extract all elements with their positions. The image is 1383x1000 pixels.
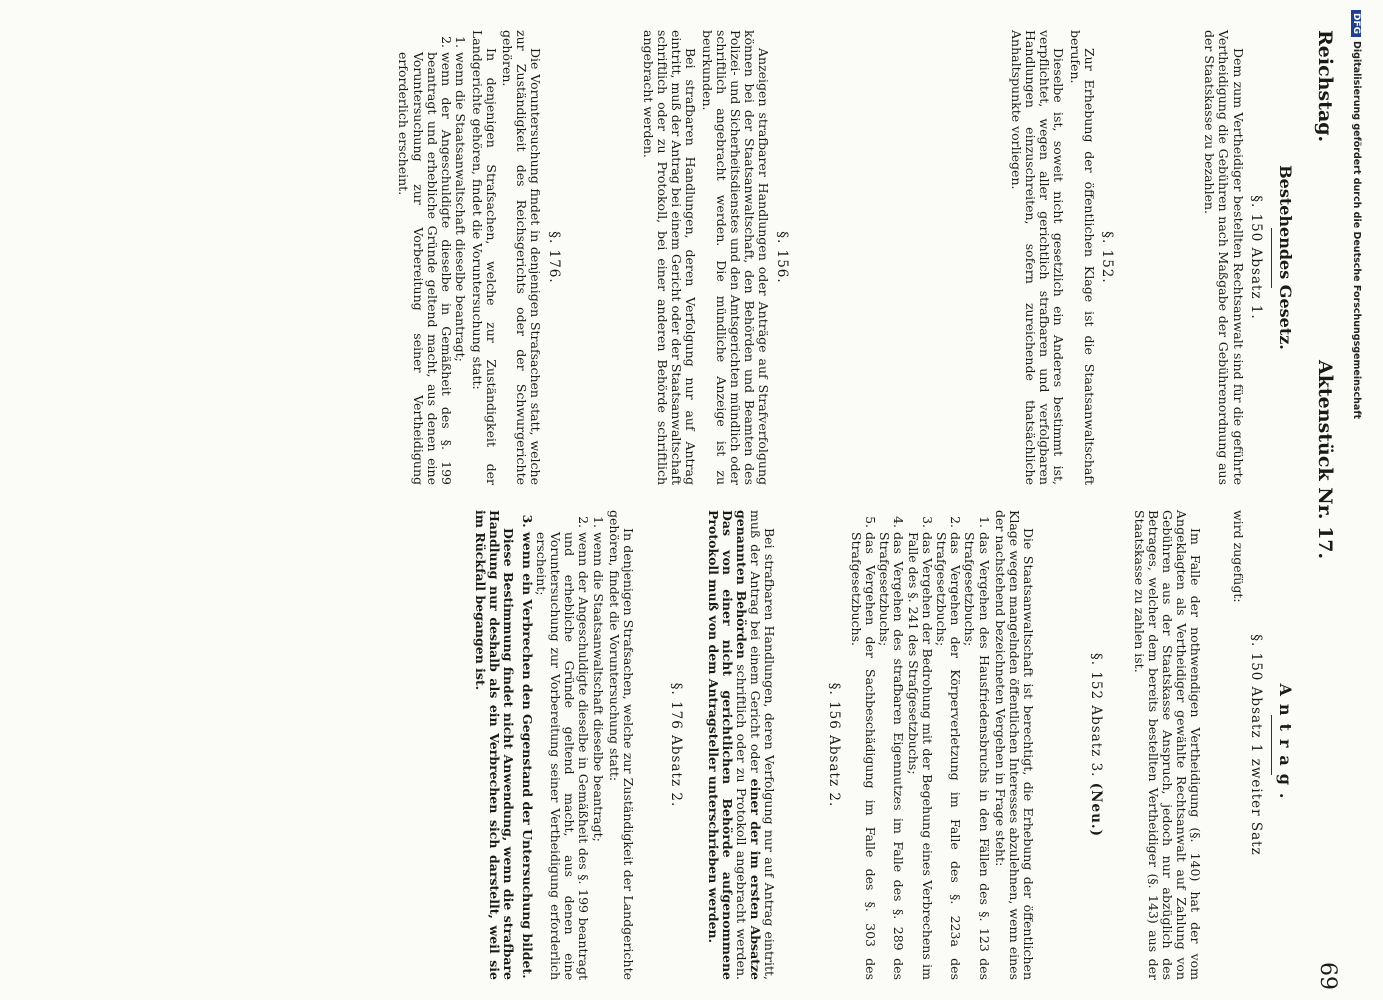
section-176-p1: Die Voruntersuchung findet in denjenigen Strafsachen statt, welche zur Zuständigkeit des Reichsgerichts oder der Schwurgerichte gehören. xyxy=(499,30,544,485)
text-segment: schriftlich oder zu Protokoll angebracht werden. xyxy=(733,658,749,980)
spacer xyxy=(1202,510,1228,980)
spacer xyxy=(635,510,665,980)
spacer xyxy=(797,30,1007,485)
list-item: 5. das Vergehen der Sachbeschädigung im Falle des §. 303 des Strafgesetzbuchs. xyxy=(849,532,877,980)
motion-section-176-closing: Diese Bestimmung findet nicht Anwendung, wenn die strafbare Handlung nur deshalb als ein Verbrechen sich darstellt, weil sie im Rückfall begangen ist. xyxy=(473,510,517,980)
motion-section-156-heading: §. 156 Absatz 2. xyxy=(825,682,842,808)
header-left: Reichstag. xyxy=(1314,30,1336,143)
page-header xyxy=(1300,30,1340,990)
spacer xyxy=(1035,510,1085,980)
spacer xyxy=(691,510,703,980)
section-156-p2: Bei strafbaren Handlungen, deren Verfolgung nur auf Antrag eintritt, muß der Antrag bei einem Gericht oder der Staatsanwaltschaft schriftlich oder zu Protokoll, bei einer anderen Behörde schriftlich angebracht werden. xyxy=(640,30,699,485)
existing-law-column xyxy=(392,30,1295,485)
motion-section-152-list xyxy=(849,510,991,980)
section-156-heading: §. 156. xyxy=(773,231,790,284)
page-number: 69 xyxy=(1315,962,1340,990)
section-152-p1: Zur Erhebung der öffentlichen Klage ist die Staatsanwaltschaft berufen. xyxy=(1067,30,1097,485)
list-item: 1. wenn die Staatsanwaltschaft dieselbe beantragt; xyxy=(591,532,605,980)
spacer xyxy=(569,30,639,485)
motion-section-156-text xyxy=(705,510,776,980)
motion-section-150-intro: wird zugefügt: xyxy=(1230,510,1246,603)
divider xyxy=(1271,715,1272,775)
new-marker: (Neu.) xyxy=(1088,782,1105,837)
divider xyxy=(1271,228,1272,288)
section-176-p2: In denjenigen Strafsachen, welche zur Zuständigkeit der Landgerichte gehören, findet die Voruntersuchung statt: xyxy=(469,30,499,485)
dfg-logo: DFG xyxy=(1351,10,1361,37)
motion-section-152-label: §. 152 Absatz 3. xyxy=(1088,653,1105,778)
spacer xyxy=(1122,30,1200,485)
motion-section-176-heading: §. 176 Absatz 2. xyxy=(668,682,685,808)
section-156-p1: Anzeigen strafbarer Handlungen oder Anträge auf Strafverfolgung können bei der Staatsanwaltschaft, den Behörden und Beamten des Polizei- und Sicherheitsdienstes und den Amtsgerichten mündlich oder schriftlich angebracht werden. Die mündliche Anzeige ist zu beurkunden. xyxy=(699,30,772,485)
motion-section-150-heading: §. 150 Absatz 1 zweiter Satz xyxy=(1247,634,1264,856)
list-item: 2. das Vergehen der Körperverletzung im Falle des §. 223a des Strafgesetzbuchs; xyxy=(934,532,962,980)
text-segment-bold: einer der im ersten Absatze genannten Behörden xyxy=(733,510,764,980)
motion-section-176-text: In denjenigen Strafsachen, welche zur Zuständigkeit der Landgerichte gehören, findet die Voruntersuchung statt: xyxy=(606,510,637,980)
motion-section-150-text: Im Falle der nothwendigen Vertheidigung (§. 140) hat der vom Angeklagten als Vertheidiger gewählte Rechtsanwalt auf Zahlung von Gebühren aus der Staatskasse Anspruch, jedoch nur abzüglich des Betrages, welcher dem bereits bestellten Vertheidiger (§. 143) aus der Staatskasse zu zahlen ist. xyxy=(1131,510,1204,980)
motion-title: Antrag. xyxy=(1276,683,1295,807)
list-item: 1. wenn die Staatsanwaltschaft dieselbe beantragt; xyxy=(453,52,467,485)
motion-section-152-text: Die Staatsanwaltschaft ist berechtigt, die Erhebung der öffentlichen Klage wegen mangelnden öffentlichen Interesses abzulehnen, wenn eines der nachstehend bezeichneten Vergehen in Frage steht: xyxy=(992,510,1037,980)
motion-section-176-list xyxy=(519,510,604,980)
rotated-document xyxy=(50,30,1340,990)
section-176-heading: §. 176. xyxy=(545,231,562,284)
credit-text: Digitalisierung gefördert durch die Deutsche Forschungsgemeinschaft xyxy=(1351,41,1362,419)
existing-law-title: Bestehendes Gesetz. xyxy=(1276,165,1295,350)
list-item: 4. das Vergehen des strafbaren Eigennutzes im Falle des §. 289 des Strafgesetzbuchs; xyxy=(877,532,905,980)
section-152-heading: §. 152. xyxy=(1098,231,1115,284)
section-176-list xyxy=(396,30,467,485)
spacer xyxy=(776,510,822,980)
section-152-p2: Dieselbe ist, soweit nicht gesetzlich ein Anderes bestimmt ist, verpflichtet, wegen aller gerichtlich strafbaren und verfolgbaren Handlungen einzuschreiten, sofern zureichende thatsächliche Anhaltspunkte vorliegen. xyxy=(1008,30,1067,485)
list-item: 1. das Vergehen des Hausfriedensbruchs in den Fällen des §. 123 des Strafgesetzbuchs; xyxy=(962,532,990,980)
motion-column xyxy=(471,510,1295,980)
list-item: 3. wenn ein Verbrechen den Gegenstand der Untersuchung bildet. xyxy=(519,532,533,980)
motion-section-152-heading xyxy=(1089,510,1103,980)
list-item: 2. wenn der Angeschuldigte dieselbe in Gemäßheit des §. 199 beantragt und erhebliche Gründe geltend macht, aus denen eine Voruntersuchung zur Vorbereitung seiner Vertheidigung erforderlich erscheint; xyxy=(534,532,591,980)
digitization-credit xyxy=(1346,10,1362,990)
spacer xyxy=(1111,510,1129,980)
header-title: Aktenstück Nr. 17. xyxy=(1314,360,1336,560)
text-segment: Bei strafbaren Handlungen, deren Verfolgung nur auf Antrag eintritt, muß der Antrag bei einem Gericht oder xyxy=(748,510,778,980)
section-150-text: Dem zum Vertheidiger bestellten Rechtsanwalt sind für die geführte Vertheidigung die Gebühren nach Maßgabe der Gebührenordnung aus der Staatskasse zu bezahlen. xyxy=(1202,30,1246,485)
text-segment-bold: Das von einer nicht gerichtlichen Behörde aufgenommene Protokoll muß von dem Antragsteller unterschrieben werden. xyxy=(705,510,735,980)
list-item: 3. das Vergehen der Bedrohung mit der Begehung eines Verbrechens im Falle des §. 241 des Strafgesetzbuchs; xyxy=(905,532,933,980)
list-item: 2. wenn der Angeschuldigte dieselbe in Gemäßheit des §. 199 beantragt und erhebliche Gründe geltend macht, aus denen eine Voruntersuchung zur Vorbereitung seiner Vertheidigung erforderlich erscheint. xyxy=(396,52,453,485)
section-150-heading: §. 150 Absatz 1. xyxy=(1247,195,1264,320)
